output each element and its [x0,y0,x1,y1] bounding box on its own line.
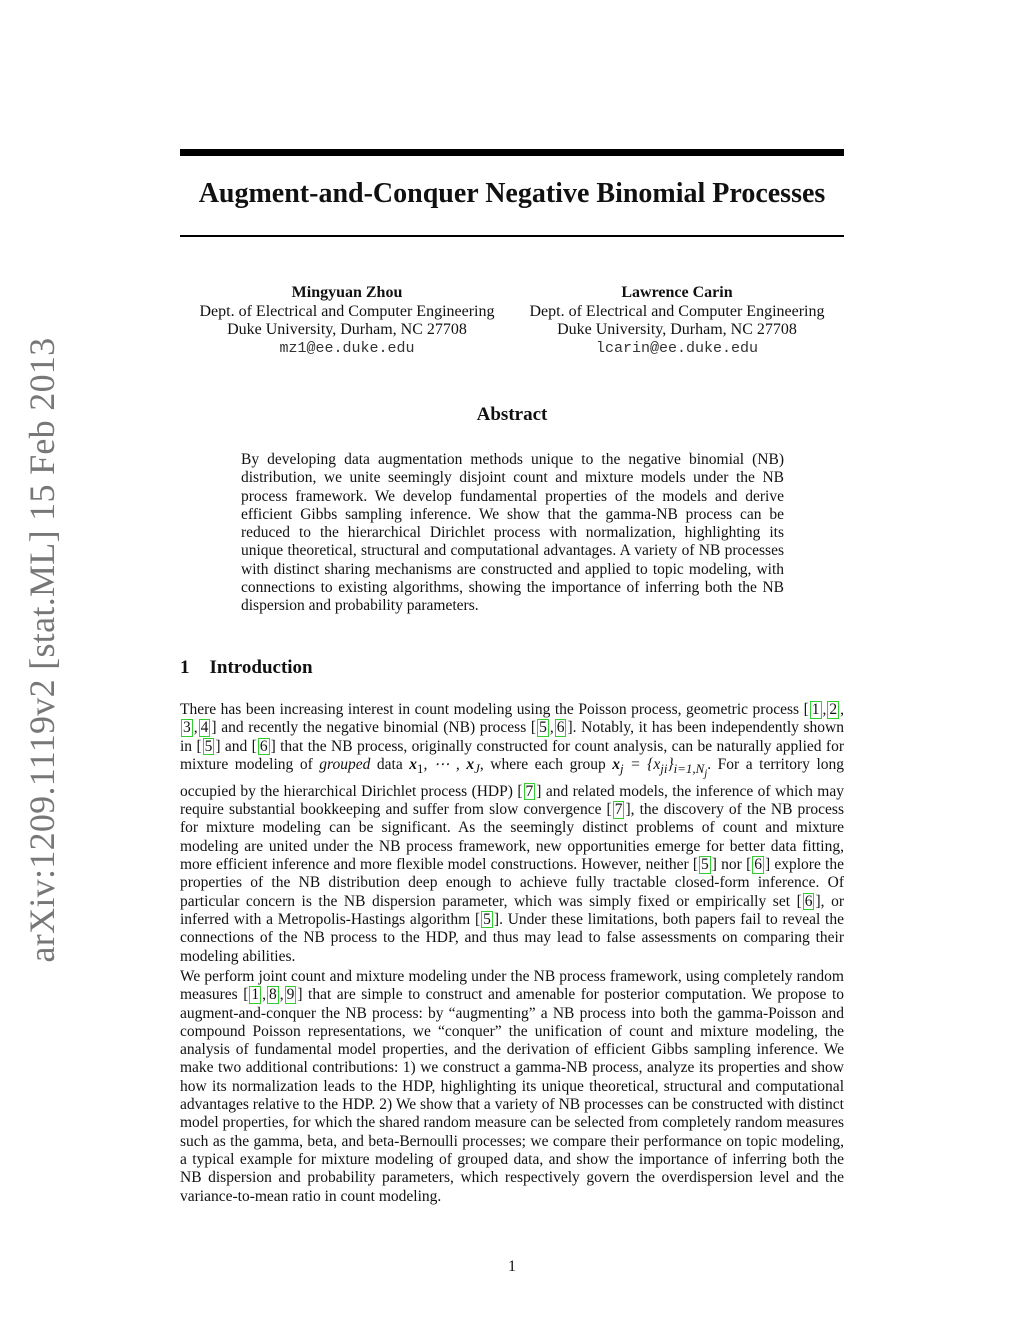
citation-link[interactable]: 6 [754,856,762,874]
citation-link[interactable]: 1 [811,701,820,718]
section-title: Introduction [209,657,313,678]
author-department: Dept. of Electrical and Computer Engineering [199,302,495,320]
section-heading [180,657,313,679]
section-number: 1 [180,657,190,678]
title-top-rule [180,149,844,156]
author-email[interactable]: mz1@ee.duke.edu [279,339,415,357]
author-block [507,284,847,358]
citation-link[interactable]: 6 [804,892,813,910]
arxiv-identifier: arXiv:1209.1119v2 [stat.ML] 15 Feb 2013 [22,337,62,963]
citation-link[interactable]: 2 [829,701,838,718]
math-symbol: x [466,755,475,773]
page-number: 1 [508,1258,516,1275]
citation-link[interactable]: 9 [286,986,295,1004]
author-email[interactable]: lcarin@ee.duke.edu [595,339,759,357]
author-department: Dept. of Electrical and Computer Engineering [529,302,825,320]
citation-link[interactable]: 3 [183,719,191,737]
citation-link[interactable]: 6 [259,737,268,755]
citation-link[interactable]: 4 [200,719,209,737]
author-block [177,284,517,358]
citation-link[interactable]: 5 [701,856,709,874]
abstract-body: By developing data augmentation methods unique to the negative binomial (NB) distribution, we unite seemingly disjoint count and mixture models under the NB process framework. We develop fundamental properties of the models and derive efficient Gibbs sampling inference. We show that the gamma-NB process can be reduced to the hierarchical Dirichlet process with normalization, highlighting its unique theoretical, structural and computational advantages. A variety of NB processes with distinct sharing mechanisms are constructed and applied to topic modeling, with connections to existing algorithms, showing the importance of inferring both the NB dispersion and probability parameters. [241,451,784,615]
author-affiliation: Duke University, Durham, NC 27708 [227,321,467,338]
paper-title: Augment-and-Conquer Negative Binomial Processes [198,178,826,209]
intro-paragraph-1: There has been increasing interest in count modeling using the Poisson process, geometric process [ 1 , 2 ,3 , 4 ] and recently the negative binomial (NB) process [ 5 , 6 ]. Notably, it has been independently shown in [ 5 ] and [ 6 ] that the NB process, originally constructed for count analysis, can be naturally applied for mixture modeling of grouped data $x_1$, ⋯ , $x_J$, where each group $x_j = \{x_{ji}\}_{i=1,N_j}$. For a territory long occupied by the hierarchical Dirichlet process (HDP) [ 7 ] and related models, the inference of which may require substantial bookkeeping and suffer from slow convergence [ 7 ], the discovery of the NB process for mixture modeling can be significant. As the seemingly distinct problems of count and mixture modeling are united under the NB process framework, new opportunities emerge for better data fitting, more efficient inference and more flexible model constructions. However, neither [ 5 ] nor [ 6 ] explore the properties of the NB distribution deep enough to achieve fully tractable closed-form inference. Of particular concern is the NB dispersion parameter, which was simply fixed or empirically set [ 6 ], or inferred with a Metropolis-Hastings algorithm [ 5 ]. Under these limitations, both papers fail to reveal the connections of the NB process to the HDP, and thus may lead to false assessments on comparing their modeling abilities. [180,701,845,965]
math-symbol: x [612,755,621,773]
citation-link[interactable]: 5 [483,910,491,928]
citation-link[interactable]: 6 [556,719,565,737]
author-name: Mingyuan Zhou [291,284,403,301]
citation-link[interactable]: 8 [268,986,277,1004]
title-bottom-rule [180,235,844,237]
abstract-heading: Abstract [476,404,548,425]
citation-link[interactable]: 5 [204,737,213,755]
math-symbol: x [409,755,418,773]
citation-link[interactable]: 7 [614,801,623,819]
author-affiliation: Duke University, Durham, NC 27708 [557,321,797,338]
citation-link[interactable]: 7 [525,782,534,800]
intro-paragraph-2: We perform joint count and mixture modeling under the NB process framework, using completely random measures [ 1 , 8 , 9 ] that are simple to construct and amenable for posterior computation. We propose to augment-and-conquer the NB process: by “augmenting” a NB process into both the gamma-Poisson and compound Poisson representations, we “conquer” the unification of count and mixture modeling, the analysis of fundamental model properties, and the derivation of efficient Gibbs sampling inference. We make two additional contributions: 1) we construct a gamma-NB process, analyze its properties and show how its normalization leads to the HDP, highlighting its unique theoretical, structural and computational advantages relative to the HDP. 2) We show that a variety of NB processes can be constructed with distinct model properties, for which the shared random measure can be selected from completely random measures such as the gamma, beta, and beta-Bernoulli processes; we compare their performance on topic modeling, a typical example for mixture modeling of grouped data, and show the importance of inferring both the NB dispersion and probability parameters, which respectively govern the overdispersion level and the variance-to-mean ratio in count modeling. [180,968,844,1205]
emphasis-grouped: grouped [319,755,371,773]
author-name: Lawrence Carin [621,284,733,301]
citation-link[interactable]: 1 [251,986,260,1004]
citation-link[interactable]: 5 [539,719,547,737]
